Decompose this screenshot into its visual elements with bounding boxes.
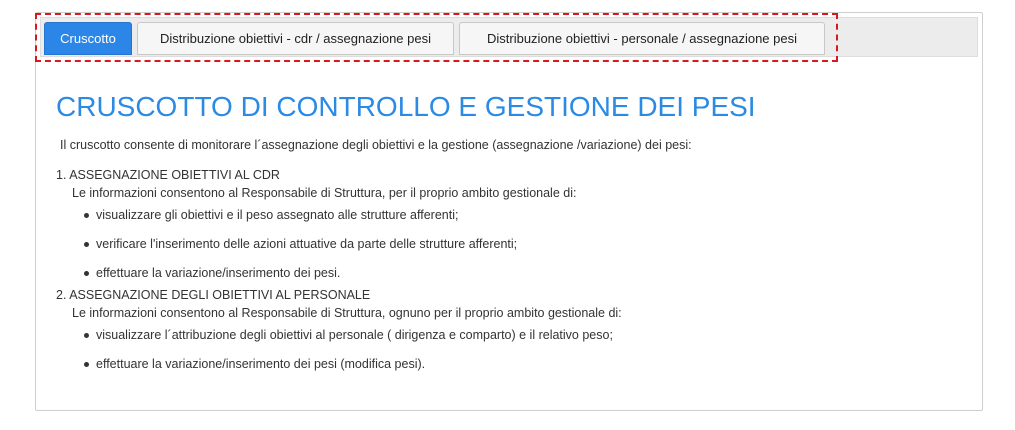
section-personale [56,287,956,385]
tab-bar [40,17,978,57]
bullet-icon [84,213,89,218]
tab-distribuzione-cdr[interactable]: Distribuzione obiettivi - cdr / assegnazione pesi [137,22,454,55]
bullet-icon [84,242,89,247]
list-item [56,327,956,356]
bullet-list [56,207,956,294]
list-item-text: effettuare la variazione/inserimento dei pesi (modifica pesi). [96,357,426,371]
list-item [56,356,956,385]
list-item-text: visualizzare gli obiettivi e il peso assegnato alle strutture afferenti; [96,208,459,222]
bullet-icon [84,333,89,338]
list-item [56,207,956,236]
section-description: Le informazioni consentono al Responsabile di Struttura, ognuno per il proprio ambito gestionale di: [72,306,622,320]
list-item-text: effettuare la variazione/inserimento dei pesi. [96,266,341,280]
bullet-list [56,327,956,385]
section-title: 1. ASSEGNAZIONE OBIETTIVI AL CDR [56,168,280,182]
tab-distribuzione-personale[interactable]: Distribuzione obiettivi - personale / assegnazione pesi [459,22,825,55]
bullet-icon [84,271,89,276]
bullet-icon [84,362,89,367]
dashboard-panel [35,12,983,411]
page-title: CRUSCOTTO DI CONTROLLO E GESTIONE DEI PESI [56,91,756,122]
section-description: Le informazioni consentono al Responsabile di Struttura, per il proprio ambito gestionale di: [72,186,577,200]
tab-cruscotto[interactable]: Cruscotto [44,22,132,55]
section-title: 2. ASSEGNAZIONE DEGLI OBIETTIVI AL PERSONALE [56,288,371,302]
main-content [56,91,956,385]
list-item-text: visualizzare l´attribuzione degli obiettivi al personale ( dirigenza e comparto) e il relativo peso; [96,328,613,342]
intro-text: Il cruscotto consente di monitorare l´assegnazione degli obiettivi e la gestione (assegnazione /variazione) dei pesi: [60,138,692,152]
list-item [56,236,956,265]
section-cdr [56,167,956,294]
list-item-text: verificare l'inserimento delle azioni attuative da parte delle strutture afferenti; [96,237,518,251]
